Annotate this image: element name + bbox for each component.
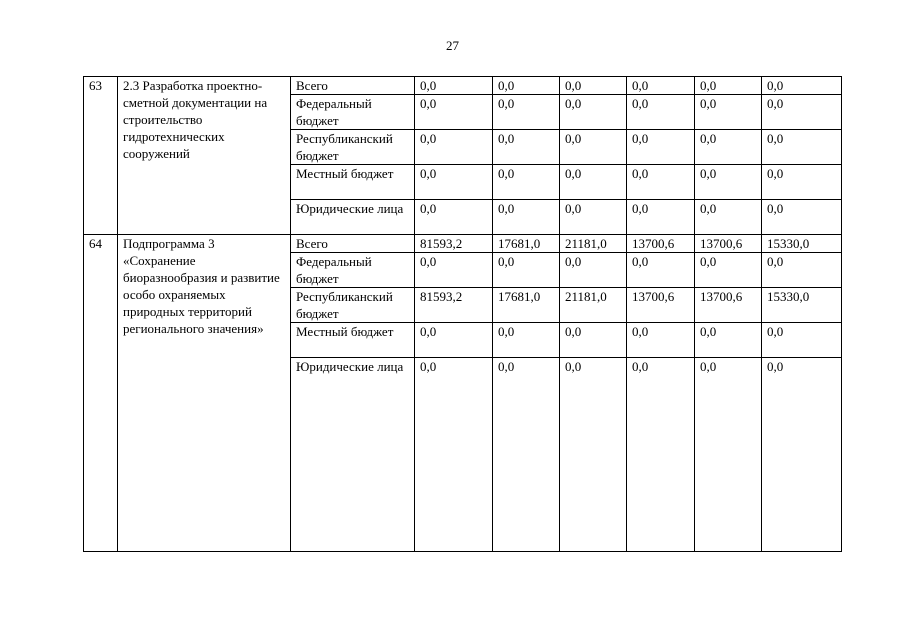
value-cell: 0,0 [695,95,762,130]
value-cell: 0,0 [627,77,695,95]
page-number: 27 [446,38,459,53]
activity-name-cell: 2.3 Разработка проектно-сметной документации на строительство гидротехнических сооружений [118,77,291,235]
funding-source-cell: Местный бюджет [291,323,415,358]
value-cell: 0,0 [695,165,762,200]
value-cell: 0,0 [762,130,842,165]
value-cell: 21181,0 [560,235,627,253]
value-cell: 0,0 [415,200,493,235]
value-cell: 0,0 [493,358,560,552]
value-cell: 13700,6 [627,235,695,253]
value-cell: 15330,0 [762,235,842,253]
value-cell: 0,0 [415,95,493,130]
value-cell: 0,0 [493,77,560,95]
value-cell: 0,0 [695,253,762,288]
row-number-cell: 63 [84,77,118,235]
value-cell: 13700,6 [695,235,762,253]
row-number-cell: 64 [84,235,118,552]
value-cell: 0,0 [762,358,842,552]
table-row [84,235,842,253]
value-cell: 0,0 [560,323,627,358]
value-cell: 21181,0 [560,288,627,323]
value-cell: 0,0 [415,323,493,358]
value-cell: 0,0 [695,130,762,165]
value-cell: 0,0 [493,130,560,165]
value-cell: 0,0 [415,130,493,165]
value-cell: 0,0 [560,130,627,165]
value-cell: 0,0 [493,323,560,358]
value-cell: 81593,2 [415,288,493,323]
value-cell: 0,0 [762,200,842,235]
activity-name-cell: Подпрограмма 3 «Сохранение биоразнообразия и развитие особо охраняемых природных территорий регионального значения» [118,235,291,552]
value-cell: 0,0 [762,77,842,95]
value-cell: 0,0 [762,165,842,200]
value-cell: 0,0 [560,95,627,130]
value-cell: 0,0 [695,77,762,95]
funding-source-cell: Местный бюджет [291,165,415,200]
value-cell: 0,0 [627,165,695,200]
value-cell: 0,0 [762,253,842,288]
value-cell: 0,0 [762,95,842,130]
funding-source-cell: Республиканский бюджет [291,130,415,165]
value-cell: 0,0 [560,253,627,288]
value-cell: 0,0 [415,358,493,552]
value-cell: 0,0 [560,200,627,235]
funding-source-cell: Всего [291,235,415,253]
funding-source-cell: Юридические лица [291,200,415,235]
table-row [84,77,842,95]
value-cell: 0,0 [415,253,493,288]
value-cell: 0,0 [560,165,627,200]
table-body [84,77,842,552]
value-cell: 13700,6 [627,288,695,323]
value-cell: 0,0 [627,253,695,288]
funding-source-cell: Республиканский бюджет [291,288,415,323]
value-cell: 0,0 [695,200,762,235]
value-cell: 0,0 [627,200,695,235]
value-cell: 81593,2 [415,235,493,253]
value-cell: 17681,0 [493,288,560,323]
value-cell: 0,0 [493,95,560,130]
value-cell: 0,0 [627,323,695,358]
value-cell: 0,0 [415,77,493,95]
value-cell: 0,0 [695,323,762,358]
value-cell: 0,0 [493,165,560,200]
funding-source-cell: Федеральный бюджет [291,95,415,130]
value-cell: 0,0 [560,358,627,552]
value-cell: 0,0 [493,253,560,288]
value-cell: 0,0 [627,358,695,552]
value-cell: 17681,0 [493,235,560,253]
value-cell: 0,0 [493,200,560,235]
value-cell: 15330,0 [762,288,842,323]
budget-table [83,76,842,552]
funding-source-cell: Всего [291,77,415,95]
value-cell: 0,0 [627,130,695,165]
funding-source-cell: Юридические лица [291,358,415,552]
value-cell: 0,0 [762,323,842,358]
value-cell: 0,0 [695,358,762,552]
value-cell: 0,0 [627,95,695,130]
funding-source-cell: Федеральный бюджет [291,253,415,288]
value-cell: 0,0 [560,77,627,95]
value-cell: 0,0 [415,165,493,200]
value-cell: 13700,6 [695,288,762,323]
